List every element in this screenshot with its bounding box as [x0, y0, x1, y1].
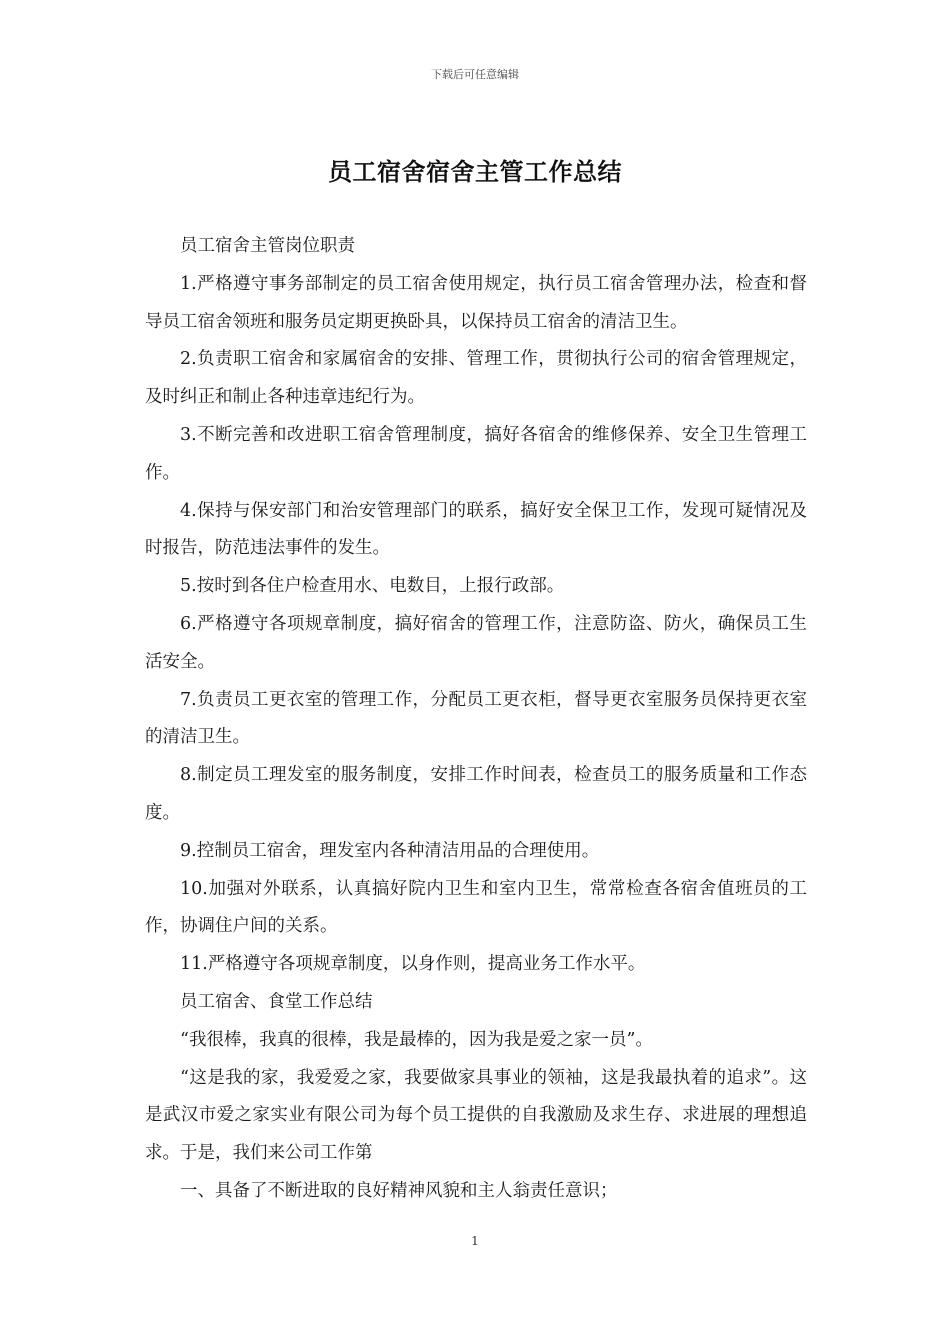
paragraph-item-6: 6.严格遵守各项规章制度，搞好宿舍的管理工作，注意防盗、防火，确保员工生活安全。: [145, 613, 807, 672]
paragraph-item-5: 5.按时到各住户检查用水、电数目，上报行政部。: [180, 576, 565, 597]
header-note: 下载后可任意编辑: [431, 68, 519, 81]
paragraph-quote-1: “我很棒，我真的很棒，我是最棒的，因为我是爱之家一员”。: [180, 1029, 653, 1050]
paragraph-item-3: 3.不断完善和改进职工宿舍管理制度，搞好各宿舍的维修保养、安全卫生管理工作。: [145, 424, 807, 483]
paragraph-point-1: 一、具备了不断进取的良好精神风貌和主人翁责任意识；: [180, 1180, 618, 1201]
paragraph-item-7: 7.负责员工更衣室的管理工作，分配员工更衣柜，督导更衣室服务员保持更衣室的清洁卫生。: [145, 689, 807, 748]
paragraph-item-8: 8.制定员工理发室的服务制度，安排工作时间表，检查员工的服务质量和工作态度。: [145, 765, 807, 823]
paragraph-item-1: 1.严格遵守事务部制定的员工宿舍使用规定，执行员工宿舍管理办法，检查和督导员工宿舍领班和服务员定期更换卧具，以保持员工宿舍的清洁卫生。: [145, 273, 807, 332]
page-number: 1: [471, 1234, 479, 1248]
paragraph-quote-2: “这是我的家，我爱爱之家，我要做家具事业的领袖，这是我最执着的追求”。这是武汉市爱之家实业有限公司为每个员工提供的自我激励及求生存、求进展的理想追求。于是，我们来公司工作第: [145, 1067, 807, 1164]
document-body: [145, 228, 807, 1211]
paragraph-section-heading: 员工宿舍主管岗位职责: [180, 236, 355, 256]
paragraph-item-10: 10.加强对外联系，认真搞好院内卫生和室内卫生，常常检查各宿舍值班员的工作，协调住户间的关系。: [145, 878, 807, 937]
paragraph-item-2: 2.负责职工宿舍和家属宿舍的安排、管理工作，贯彻执行公司的宿舍管理规定，及时纠正和制止各种违章违纪行为。: [145, 349, 807, 408]
paragraph-item-4: 4.保持与保安部门和治安管理部门的联系，搞好安全保卫工作，发现可疑情况及时报告，防范违法事件的发生。: [145, 500, 807, 559]
paragraph-item-11: 11.严格遵守各项规章制度，以身作则，提高业务工作水平。: [180, 954, 646, 975]
paragraph-summary-heading: 员工宿舍、食堂工作总结: [180, 991, 373, 1012]
document-title: 员工宿舍宿舍主管工作总结: [328, 158, 622, 186]
paragraph-item-9: 9.控制员工宿舍，理发室内各种清洁用品的合理使用。: [180, 840, 600, 861]
